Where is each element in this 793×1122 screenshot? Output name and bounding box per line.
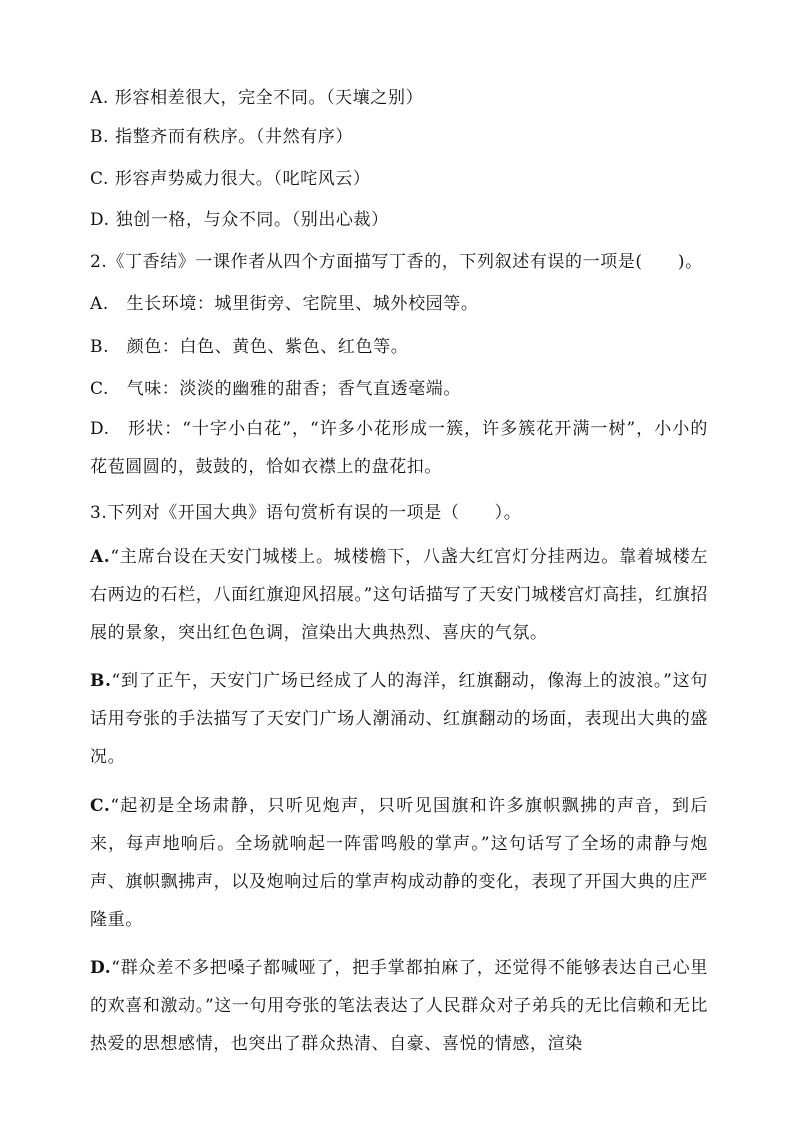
q3-option-c [90, 787, 708, 939]
q3-option-d [90, 949, 708, 1063]
q2-option-c: C. 气味：淡淡的幽雅的甜香；香气直透毫端。 [90, 379, 462, 399]
q3-option-d-label: D. [90, 958, 112, 978]
q1-option-a: A. 形容相差很大，完全不同。（天壤之别） [90, 88, 424, 108]
q3-option-b-label: B. [90, 671, 112, 691]
q3-stem: 3.下列对《开国大典》语句赏析有误的一项是（ ）。 [90, 503, 522, 523]
q3-option-a-text: “主席台设在天安门城楼上。城楼檐下，八盏大红宫灯分挂两边。靠着城楼左右两边的石栏，八面红旗迎风招展。”这句话描写了天安门城楼宫灯高挂，红旗招展的景象，突出红色色调，渲染出大典热烈、喜庆的气氛。 [90, 547, 708, 643]
q3-option-c-label: C. [90, 796, 111, 816]
q3-option-c-text: “起初是全场肃静，只听见炮声，只听见国旗和许多旗帜飘拂的声音，到后来，每声地响后。全场就响起一阵雷鸣般的掌声。”这句话写了全场的肃静与炮声、旗帜飘拂声，以及炮响过后的掌声构成动静的变化，表现了开国大典的庄严隆重。 [90, 796, 708, 930]
q1-option-d: D. 独创一格，与众不同。（别出心裁） [90, 210, 389, 230]
q2-option-a: A. 生长环境：城里街旁、宅院里、城外校园等。 [90, 294, 479, 314]
q3-option-d-text: “群众差不多把嗓子都喊哑了，把手掌都拍麻了，还觉得不能够表达自己心里的欢喜和激动。”这一句用夸张的笔法表达了人民群众对子弟兵的无比信赖和无比热爱的思想感情，也突出了群众热清、自豪、喜悦的情感，渲染 [90, 958, 708, 1054]
q2-stem: 2.《丁香结》一课作者从四个方面描写丁香的，下列叙述有误的一项是( )。 [90, 252, 703, 272]
q1-option-b: B. 指整齐而有秩序。（井然有序） [90, 127, 353, 147]
q3-option-a-label: A. [90, 547, 111, 567]
q2-option-b: B. 颜色：白色、黄色、紫色、红色等。 [90, 337, 409, 357]
q3-option-b [90, 662, 708, 776]
q1-option-c: C. 形容声势威力很大。（叱咤风云） [90, 169, 371, 189]
q3-option-b-text: “到了正午，天安门广场已经成了人的海洋，红旗翻动，像海上的波浪。”这句话用夸张的手法描写了天安门广场人潮涌动、红旗翻动的场面，表现出大典的盛况。 [90, 671, 708, 767]
q3-option-a [90, 538, 708, 652]
q2-option-d: D. 形状：“十字小白花”，“许多小花形成一簇，许多簇花开满一树”，小小的花苞圆圆的，鼓鼓的，恰如衣襟上的盘花扣。 [90, 419, 708, 477]
